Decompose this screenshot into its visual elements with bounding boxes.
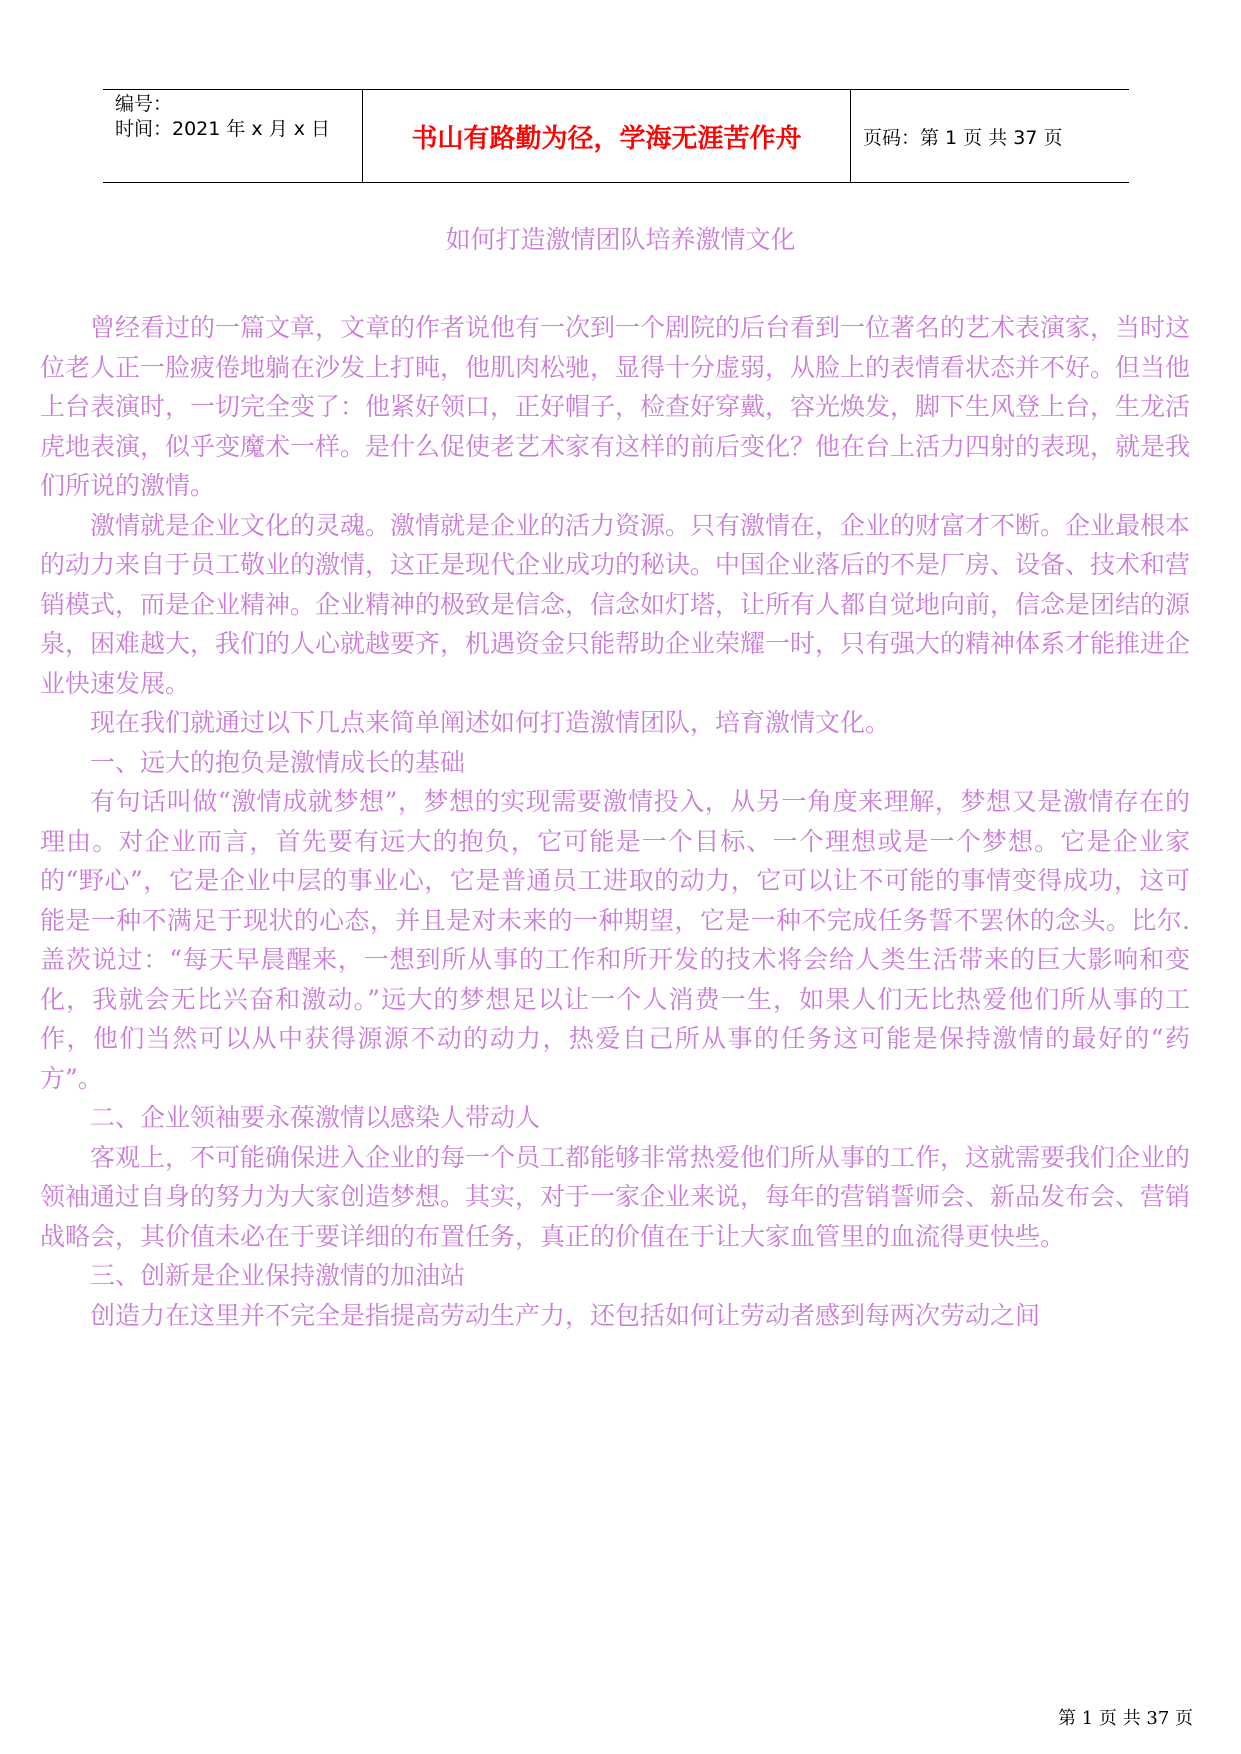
paragraph: 客观上，不可能确保进入企业的每一个员工都能够非常热爱他们所从事的工作，这就需要我们企业的领袖通过自身的努力为大家创造梦想。其实，对于一家企业来说，每年的营销誓师会、新品发布会、营销战略会，其价值未必在于要详细的布置任务，真正的价值在于让大家血管里的血流得更快些。	[40, 1142, 1191, 1251]
paragraph: 激情就是企业文化的灵魂。激情就是企业的活力资源。只有激情在，企业的财富才不断。企业最根本的动力来自于员工敬业的激情，这正是现代企业成功的秘诀。中国企业落后的不是厂房、设备、技术和营销模式，而是企业精神。企业精神的极致是信念，信念如灯塔，让所有人都自觉地向前，信念是团结的源泉，困难越大，我们的人心就越要齐，机遇资金只能帮助企业荣耀一时，只有强大的精神体系才能推进企业快速发展。	[40, 510, 1191, 698]
section-heading: 一、远大的抱负是激情成长的基础	[90, 747, 466, 777]
document-header	[103, 89, 1129, 183]
page-footer: 第 1 页 共 37 页	[1058, 1708, 1193, 1729]
section-heading: 二、企业领袖要永葆激情以感染人带动人	[90, 1103, 541, 1132]
time-label: 时间：2021 年 x 月 x 日	[115, 118, 331, 140]
document-body	[40, 308, 1190, 1335]
paragraph: 现在我们就通过以下几点来简单阐述如何打造激情团队，培育激情文化。	[90, 708, 891, 737]
header-motto-cell	[363, 90, 851, 182]
section-heading: 三、创新是企业保持激情的加油站	[90, 1261, 466, 1290]
paragraph: 曾经看过的一篇文章，文章的作者说他有一次到一个剧院的后台看到一位著名的艺术表演家，当时这位老人正一脸疲倦地躺在沙发上打盹，他肌肉松驰，显得十分虚弱，从脸上的表情看状态并不好。但当他上台表演时，一切完全变了：他紧好领口，正好帽子，检查好穿戴，容光焕发，脚下生风登上台，生龙活虎地表演，似乎变魔术一样。是什么促使老艺术家有这样的前后变化？他在台上活力四射的表现，就是我们所说的激情。	[40, 313, 1191, 500]
page-code: 页码：第 1 页 共 37 页	[863, 126, 1063, 149]
paragraph: 有句话叫做“激情成就梦想”，梦想的实现需要激情投入，从另一角度来理解，梦想又是激情存在的理由。对企业而言，首先要有远大的抱负，它可能是一个目标、一个理想或是一个梦想。它是企业家的“野心”，它是企业中层的事业心，它是普通员工进取的动力，它可以让不可能的事情变得成功，这可能是一种不满足于现状的心态，并且是对未来的一种期望，它是一种不完成任务誓不罢休的念头。比尔. 盖茨说过：“每天早晨醒来，一想到所从事的工作和所开发的技术将会给人类生活带来的巨大影响和变化，我就会无比兴奋和激动。”远大的梦想足以让一个人消费一生，如果人们无比热爱他们所从事的工作，他们当然可以从中获得源源不动的动力，热爱自己所从事的任务这可能是保持激情的最好的“药方”。	[40, 787, 1190, 1093]
paragraph: 创造力在这里并不完全是指提高劳动生产力，还包括如何让劳动者感到每两次劳动之间	[90, 1300, 1041, 1330]
header-meta-cell	[103, 90, 363, 182]
document-title: 如何打造激情团队培养激情文化	[445, 225, 796, 254]
number-label: 编号：	[115, 93, 173, 115]
motto: 书山有路勤为径，学海无涯苦作舟	[411, 123, 802, 154]
header-page-cell	[851, 90, 1129, 182]
